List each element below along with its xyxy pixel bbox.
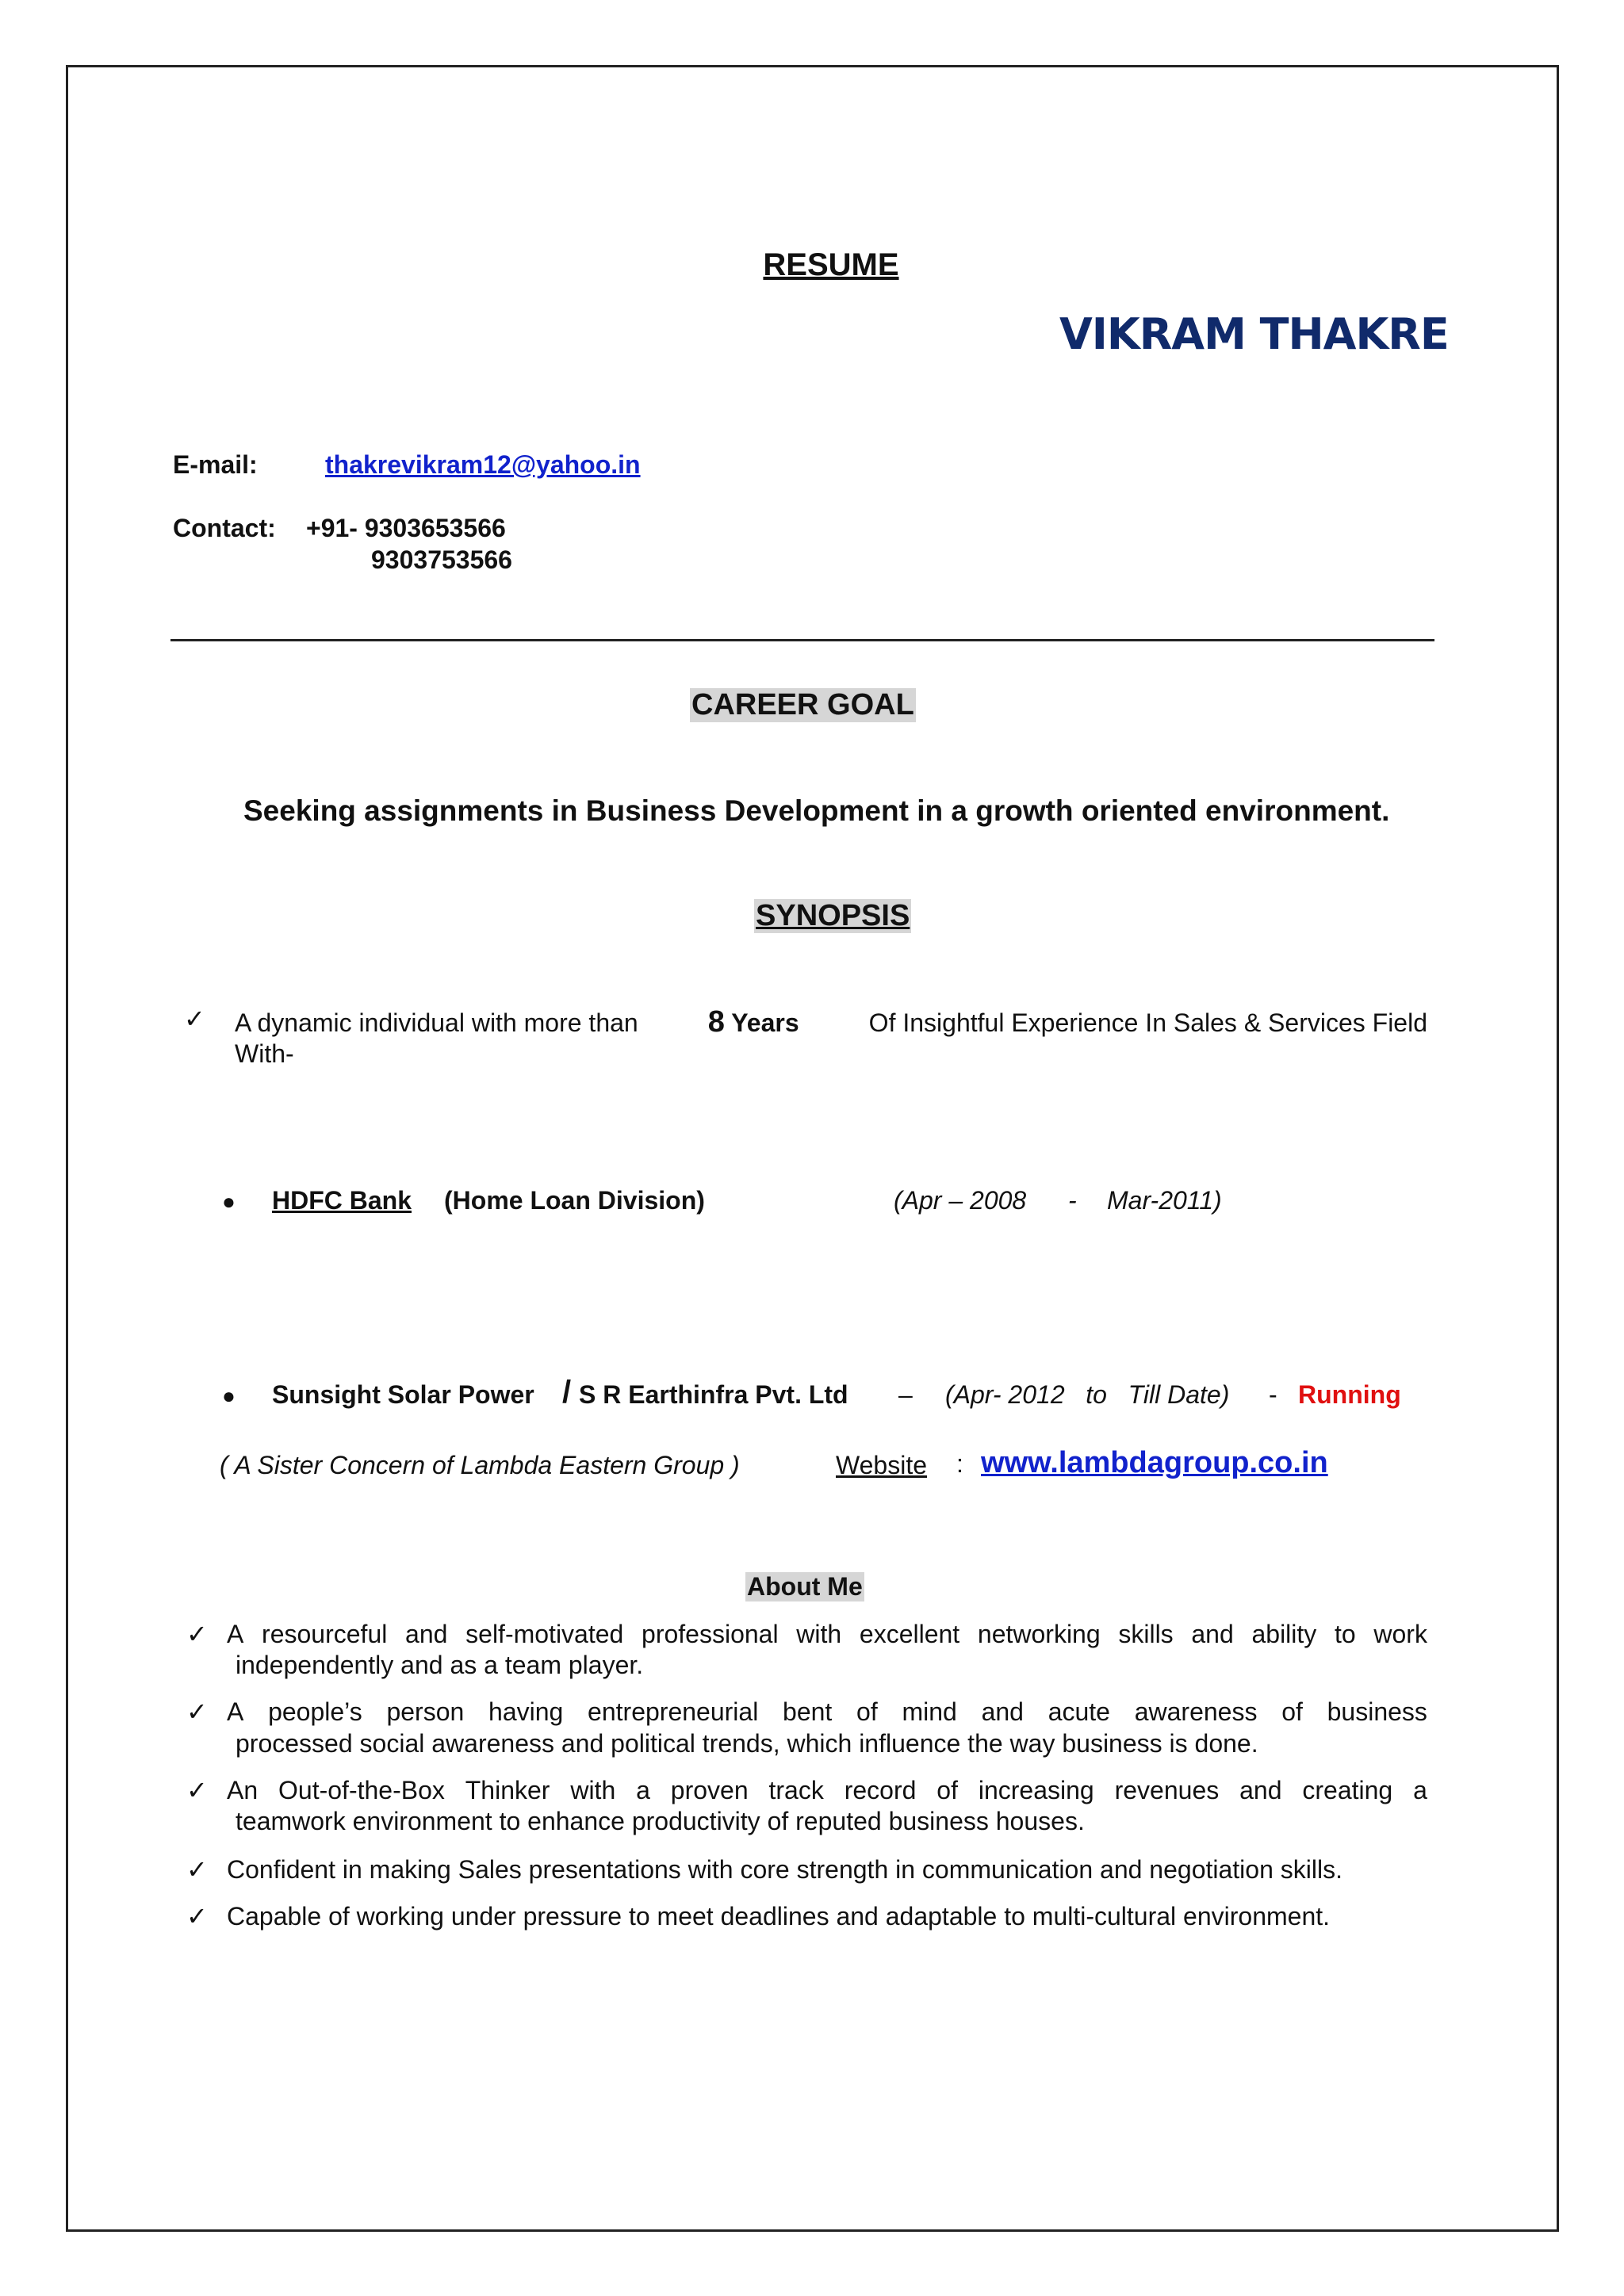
word: track xyxy=(768,1776,824,1804)
years-number: 8 xyxy=(707,1005,725,1039)
word: of xyxy=(936,1776,958,1804)
contact-label: Contact: xyxy=(173,514,276,542)
word: bent xyxy=(783,1697,833,1726)
word: and xyxy=(1191,1620,1234,1648)
job-dash: – xyxy=(898,1380,913,1409)
word: awareness xyxy=(1134,1697,1258,1726)
email-label: E-mail: xyxy=(173,450,258,479)
job-period: (Apr- 2012 to Till Date) xyxy=(945,1380,1230,1409)
job-company-slash: / xyxy=(562,1375,572,1410)
word: professional xyxy=(642,1620,779,1648)
job-status-running: Running xyxy=(1298,1380,1401,1409)
word: record xyxy=(844,1776,917,1804)
job-division: (Home Loan Division) xyxy=(444,1186,705,1215)
word: self-motivated xyxy=(465,1620,624,1648)
word: skills xyxy=(1118,1620,1174,1648)
sister-concern: ( A Sister Concern of Lambda Eastern Group ) xyxy=(220,1451,740,1479)
word: acute xyxy=(1048,1697,1110,1726)
word: of xyxy=(856,1697,878,1726)
career-goal-heading: CAREER GOAL xyxy=(691,688,914,721)
checkmark-icon: ✓ xyxy=(184,1004,205,1033)
synopsis-years xyxy=(708,1005,799,1039)
word: and xyxy=(405,1620,448,1648)
word: creating xyxy=(1302,1776,1393,1804)
about-point-3-line2: teamwork environment to enhance productivity of reputed business houses. xyxy=(236,1807,1085,1835)
word: of xyxy=(1281,1697,1303,1726)
career-goal-text: Seeking assignments in Business Development in a growth oriented environment. xyxy=(243,794,1390,827)
synopsis-intro xyxy=(235,1005,1427,1039)
about-me-heading: About Me xyxy=(747,1572,863,1601)
job-period-separator: - xyxy=(1068,1186,1077,1215)
website-colon: : xyxy=(956,1449,963,1478)
job-company-secondary: S R Earthinfra Pvt. Ltd xyxy=(579,1380,848,1409)
website-link[interactable]: www.lambdagroup.co.in xyxy=(981,1446,1328,1479)
checkmark-icon: ✓ xyxy=(186,1902,208,1931)
word: ability xyxy=(1251,1620,1317,1648)
word: A xyxy=(227,1620,244,1648)
word: a xyxy=(636,1776,650,1804)
word: Thinker xyxy=(465,1776,550,1804)
checkmark-icon: ✓ xyxy=(186,1697,208,1726)
about-point-4: Confident in making Sales presentations with core strength in communication and negotiation skills. xyxy=(227,1855,1342,1884)
checkmark-icon: ✓ xyxy=(186,1620,208,1648)
word: A xyxy=(227,1697,244,1726)
word: and xyxy=(1239,1776,1282,1804)
about-point-1-line1 xyxy=(227,1620,1427,1649)
about-point-2-line2: processed social awareness and political trends, which influence the way business is done. xyxy=(236,1729,1258,1758)
word: mind xyxy=(902,1697,957,1726)
word: proven xyxy=(670,1776,749,1804)
word: resourceful xyxy=(262,1620,388,1648)
word: with xyxy=(570,1776,616,1804)
word: and xyxy=(981,1697,1024,1726)
website-label: Website xyxy=(836,1451,928,1479)
job-period-end: Mar-2011) xyxy=(1107,1186,1222,1215)
synopsis-intro-after: Of Insightful Experience In Sales & Services Field xyxy=(868,1008,1427,1037)
word: An xyxy=(227,1776,259,1804)
word: to xyxy=(1334,1620,1356,1648)
bullet-dot-icon: ● xyxy=(222,1383,236,1408)
email-link[interactable]: thakrevikram12@yahoo.in xyxy=(325,450,641,479)
phone-primary: +91- 9303653566 xyxy=(306,514,506,542)
job-period-start: (Apr – 2008 xyxy=(894,1186,1027,1215)
synopsis-intro-before: A dynamic individual with more than xyxy=(235,1008,638,1037)
job-company: HDFC Bank xyxy=(272,1186,412,1215)
word: Out-of-the-Box xyxy=(278,1776,445,1804)
about-point-3-line1 xyxy=(227,1776,1427,1805)
checkmark-icon: ✓ xyxy=(186,1776,208,1804)
synopsis-intro-line2: With- xyxy=(235,1039,294,1068)
word: entrepreneurial xyxy=(588,1697,759,1726)
word: person xyxy=(386,1697,465,1726)
years-word: Years xyxy=(731,1008,799,1037)
word: excellent xyxy=(859,1620,960,1648)
word: people’s xyxy=(268,1697,362,1726)
phone-secondary: 9303753566 xyxy=(371,545,512,574)
word: revenues xyxy=(1114,1776,1220,1804)
word: increasing xyxy=(978,1776,1094,1804)
about-point-5: Capable of working under pressure to meet deadlines and adaptable to multi-cultural environment. xyxy=(227,1902,1331,1931)
header-divider xyxy=(170,639,1434,641)
word: having xyxy=(488,1697,564,1726)
checkmark-icon: ✓ xyxy=(186,1855,208,1884)
about-point-1-line2: independently and as a team player. xyxy=(236,1651,644,1679)
resume-title: RESUME xyxy=(763,247,899,282)
bullet-dot-icon: ● xyxy=(222,1189,236,1214)
word: business xyxy=(1327,1697,1427,1726)
candidate-name: VIKRAM THAKRE xyxy=(1059,309,1449,359)
word: work xyxy=(1373,1620,1427,1648)
word: networking xyxy=(977,1620,1101,1648)
word: a xyxy=(1413,1776,1427,1804)
job-company: Sunsight Solar Power xyxy=(272,1380,534,1409)
job-dash-2: - xyxy=(1269,1380,1277,1409)
synopsis-heading: SYNOPSIS xyxy=(756,899,910,932)
about-point-2-line1 xyxy=(227,1697,1427,1727)
word: with xyxy=(796,1620,842,1648)
